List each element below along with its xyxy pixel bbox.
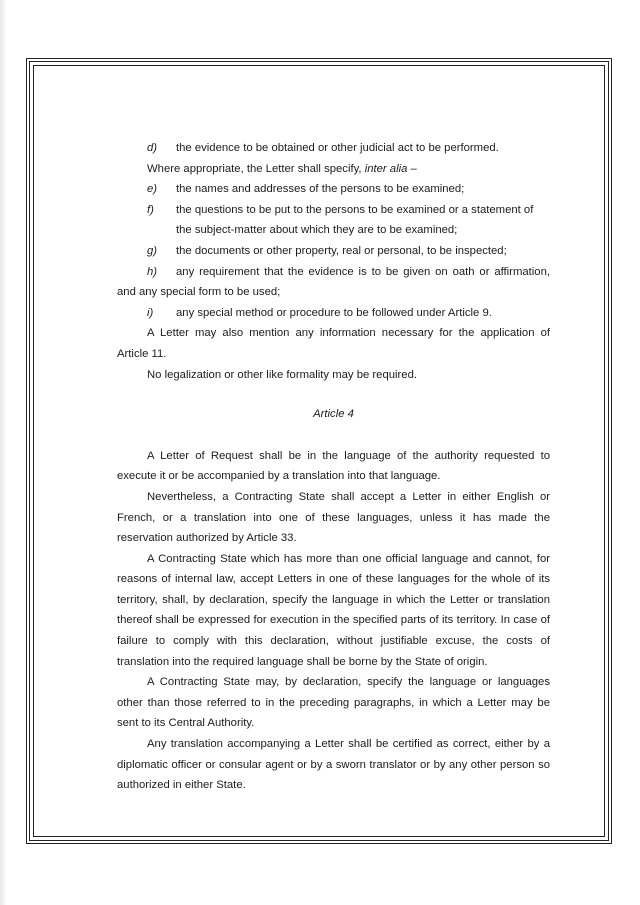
list-label-f: f) (147, 203, 154, 216)
mention-paragraph: A Letter may also mention any information necessary for the application of Article 11. (117, 327, 550, 360)
article4-paragraph-5: Any translation accompanying a Letter shall be certified as correct, either by a diplomatic officer or consular agent or by a sworn translator or by any other person so authorized in either State. (117, 738, 550, 792)
list-label-g: g) (147, 244, 158, 257)
list-label-i: i) (147, 306, 154, 319)
list-label-d: d) (147, 142, 158, 154)
list-item-f-continued: the subject-matter about which they are to be examined; (176, 224, 458, 237)
document-body (117, 138, 550, 796)
list-item-i (117, 303, 550, 324)
list-label-h: h) (147, 265, 158, 278)
article4-paragraph-1: A Letter of Request shall be in the language of the authority requested to execute it or be accompanied by a translation into that language. (117, 449, 550, 483)
list-text-e: the names and addresses of the persons to be examined; (176, 183, 465, 196)
legalization-paragraph: No legalization or other like formality may be required. (147, 368, 417, 381)
specify-text: Where appropriate, the Letter shall specify, (147, 162, 365, 175)
article4-paragraph-3: A Contracting State which has more than one official language and cannot, for reasons of internal law, accept Letters in one of these languages for the whole of its territory, shall, by declaration, specify the language in which the Letter or translation thereof shall be expressed for execution in the specified parts of its territory. In case of failure to comply with this declaration, without justifiable excuse, the costs of translation into the required language shall be borne by the State of origin. (117, 552, 550, 668)
list-item-e (117, 179, 550, 200)
list-label-e: e) (147, 183, 158, 196)
article4-paragraph-2: Nevertheless, a Contracting State shall accept a Letter in either English or French, or a translation into one of these languages, unless it has made the reservation authorized by Article 33. (117, 490, 550, 545)
list-text-i: any special method or procedure to be followed under Article 9. (176, 306, 492, 319)
list-text-g: the documents or other property, real or personal, to be inspected; (176, 244, 507, 257)
inter-alia-text: inter alia (364, 162, 408, 175)
list-text-f: the questions to be put to the persons to be examined or a statement of (176, 203, 534, 216)
article4-paragraph-4: A Contracting State may, by declaration, specify the language or languages other than those referred to in the preceding paragraphs, in which a Letter may be sent to its Central Authority. (117, 676, 550, 730)
article-heading: Article 4 (313, 408, 354, 421)
specify-paragraph (117, 159, 550, 180)
list-item-f (117, 200, 550, 221)
page-edge-shadow (0, 0, 7, 905)
list-item-g (117, 241, 550, 262)
list-text-h: any requirement that the evidence is to be given on oath or affirmation, and any special form to be used; (117, 265, 550, 299)
specify-dash: – (407, 162, 417, 175)
list-text-d: the evidence to be obtained or other judicial act to be performed. (176, 142, 499, 154)
list-item-d (117, 138, 550, 159)
list-item-h (117, 262, 550, 303)
